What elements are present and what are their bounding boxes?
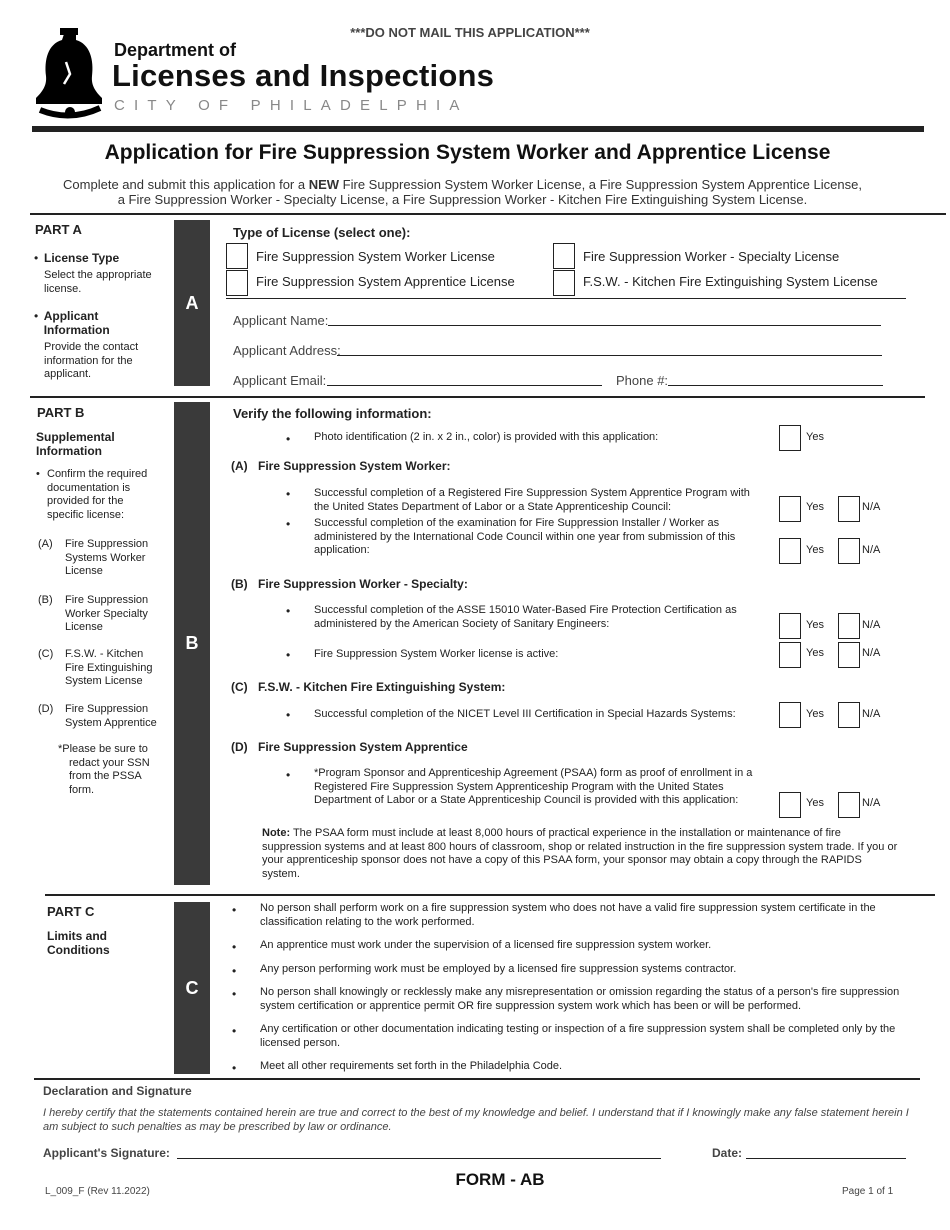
part-b-side-item-b: (B) Fire Suppression Worker Specialty License xyxy=(38,594,149,633)
sec-a2-yes-label: Yes xyxy=(806,544,824,556)
phone-field[interactable] xyxy=(668,372,883,386)
photo-id-text: Photo identification (2 in. x 2 in., color) is provided with this application: xyxy=(314,431,659,443)
sec-a1-na-label: N/A xyxy=(862,501,881,513)
checkbox-sec-a2-yes[interactable] xyxy=(779,538,801,564)
photo-yes-label: Yes xyxy=(806,431,824,443)
sec-d1-na-label: N/A xyxy=(862,797,881,809)
sec-b2-na-label: N/A xyxy=(862,647,881,659)
sec-a2-na-label: N/A xyxy=(862,544,881,556)
checkbox-sec-b1-na[interactable] xyxy=(838,613,860,639)
part-b-subheading: Supplemental Information xyxy=(36,430,115,458)
sec-c1-na-label: N/A xyxy=(862,708,881,720)
part-a-bottom-rule xyxy=(30,396,925,398)
part-b-confirm: • Confirm the required documentation is provided for the specific license: xyxy=(36,468,148,521)
header-rule xyxy=(32,126,924,132)
sec-a-item2: Successful completion of the examination for Fire Suppression Installer / Worker as administered by the International Code Council within one year from submission of this application: xyxy=(314,517,736,556)
sec-b1-na-label: N/A xyxy=(862,619,881,631)
declaration-title: Declaration and Signature xyxy=(43,1084,192,1098)
part-b-side-item-a: (A) Fire Suppression Systems Worker License xyxy=(38,538,149,577)
ssn-note: *Please be sure to redact your SSN from the PSSA form. xyxy=(58,743,150,796)
checkbox-sec-b2-yes[interactable] xyxy=(779,642,801,668)
checkbox-sec-b1-yes[interactable] xyxy=(779,613,801,639)
sec-b-item2: Fire Suppression System Worker license is active: xyxy=(314,648,559,660)
declaration-text: I hereby certify that the statements contained herein are true and correct to the best of my knowledge and belief. I understand that if I knowingly make any false statement herein I am subject to such penalties as may be prescribed by law or ordinance. xyxy=(43,1107,909,1133)
checkbox-sec-b2-na[interactable] xyxy=(838,642,860,668)
page-number: Page 1 of 1 xyxy=(842,1186,894,1197)
part-a-heading: PART A xyxy=(35,222,82,237)
form-code: L_009_F (Rev 11.2022) xyxy=(45,1186,150,1197)
checkbox-sec-a2-na[interactable] xyxy=(838,538,860,564)
do-not-mail-banner: ***DO NOT MAIL THIS APPLICATION*** xyxy=(350,25,590,40)
checkbox-sec-c1-yes[interactable] xyxy=(779,702,801,728)
sec-a-letter: (A) xyxy=(231,459,248,473)
verify-heading: Verify the following information: xyxy=(233,406,432,421)
applicant-address-label: Applicant Address: xyxy=(233,343,341,358)
signature-label: Applicant's Signature: xyxy=(43,1146,170,1160)
sec-c-letter: (C) xyxy=(231,680,248,694)
part-a-side-license-type: • License Type Select the appropriate license. xyxy=(34,251,152,295)
date-field[interactable] xyxy=(746,1145,906,1159)
psaa-note: Note: The PSAA form must include at least 8,000 hours of practical experience in the installation or maintenance of fire suppression systems and at least 800 hours of classroom, shop or related instruction in the fire suppression system trade. If you or your apprenticeship sponsor does not have a copy of this PSAA form, your sponsor may obtain a copy through the RAPIDS system. xyxy=(262,827,898,880)
signature-field[interactable] xyxy=(177,1145,661,1159)
sec-c1-yes-label: Yes xyxy=(806,708,824,720)
part-b-heading: PART B xyxy=(37,405,85,420)
part-b-bottom-rule xyxy=(45,894,935,896)
logo-licenses-inspections: Licenses and Inspections xyxy=(112,58,495,93)
sec-b2-yes-label: Yes xyxy=(806,647,824,659)
part-b-bar: B xyxy=(174,402,210,885)
checkbox-sec-a1-na[interactable] xyxy=(838,496,860,522)
sec-a-item1: Successful completion of a Registered Fire Suppression System Apprentice Program with the United States Department of Labor or a State Apprenticeship Council: xyxy=(314,487,750,513)
sec-a-title: Fire Suppression System Worker: xyxy=(258,459,451,473)
option-fsw-specialty: Fire Suppression Worker - Specialty License xyxy=(583,249,840,264)
part-c-subheading: Limits and Conditions xyxy=(47,929,110,957)
sec-a1-yes-label: Yes xyxy=(806,501,824,513)
condition-3: Any person performing work must be employed by a licensed fire suppression systems contractor. xyxy=(260,963,737,975)
part-c-heading: PART C xyxy=(47,904,95,919)
checkbox-fsw-kitchen[interactable] xyxy=(553,270,575,296)
sec-b-item1: Successful completion of the ASSE 15010 Water-Based Fire Protection Certification as administered by the American Society of Sanitary Engineers: xyxy=(314,604,737,630)
option-fss-apprentice: Fire Suppression System Apprentice License xyxy=(256,274,515,289)
form-ab-label: FORM - AB xyxy=(455,1170,545,1189)
condition-6: Meet all other requirements set forth in the Philadelphia Code. xyxy=(260,1060,563,1072)
option-fsw-kitchen: F.S.W. - Kitchen Fire Extinguishing System License xyxy=(583,274,878,289)
sec-b1-yes-label: Yes xyxy=(806,619,824,631)
checkbox-fsw-specialty[interactable] xyxy=(553,243,575,269)
applicant-address-field[interactable] xyxy=(337,342,882,356)
condition-1: No person shall perform work on a fire suppression system who does not have a valid fire suppression system certificate in the classification relating to the work performed. xyxy=(260,902,876,928)
checkbox-fss-apprentice[interactable] xyxy=(226,270,248,296)
date-label: Date: xyxy=(712,1146,743,1160)
condition-2: An apprentice must work under the supervision of a licensed fire suppression system worker. xyxy=(260,939,712,951)
sec-c-title: F.S.W. - Kitchen Fire Extinguishing System: xyxy=(258,680,506,694)
applicant-email-label: Applicant Email: xyxy=(233,373,327,388)
part-b-side-item-c: (C) F.S.W. - Kitchen Fire Extinguishing System License xyxy=(38,648,153,687)
checkbox-sec-a1-yes[interactable] xyxy=(779,496,801,522)
condition-5: Any certification or other documentation indicating testing or inspection of a fire suppression system shall be completed only by the licensed person. xyxy=(260,1023,896,1049)
condition-4: No person shall knowingly or recklessly make any misrepresentation or omission regarding the status of a person's fire suppression system certification or apprentice permit OR fire suppression system work which has been or will be performed. xyxy=(260,986,900,1012)
sec-d-letter: (D) xyxy=(231,740,248,754)
sec-d1-yes-label: Yes xyxy=(806,797,824,809)
sec-b-title: Fire Suppression Worker - Specialty: xyxy=(258,577,468,591)
checkbox-sec-d1-na[interactable] xyxy=(838,792,860,818)
sec-d-item1: *Program Sponsor and Apprenticeship Agreement (PSAA) form as proof of enrollment in a Registered Fire Suppression System Apprenticeship Program with the United States Department of Labor or a State Apprenticeship Council is provided with this application: xyxy=(314,767,753,806)
intro-text: Complete and submit this application for a NEW Fire Suppression System Worker License, a Fire Suppression System Apprentice License, a Fire Suppression Worker - Specialty License, a Fire Suppression Worker - Kitchen Fire Extinguishing System License. xyxy=(63,177,862,207)
part-a-side-applicant-info: • Applicant Information Provide the contact information for the applicant. xyxy=(34,309,139,380)
liberty-bell-logo-icon xyxy=(30,28,108,120)
checkbox-sec-d1-yes[interactable] xyxy=(779,792,801,818)
checkbox-photo-yes[interactable] xyxy=(779,425,801,451)
applicant-email-field[interactable] xyxy=(327,372,602,386)
part-c-bottom-rule xyxy=(34,1078,920,1080)
sec-b-letter: (B) xyxy=(231,577,248,591)
license-type-heading: Type of License (select one): xyxy=(233,225,411,240)
part-a-bar: A xyxy=(174,220,210,386)
sec-d-title: Fire Suppression System Apprentice xyxy=(258,740,468,754)
applicant-name-field[interactable] xyxy=(328,312,881,326)
part-c-bar: C xyxy=(174,902,210,1074)
phone-label: Phone #: xyxy=(616,373,669,388)
part-b-side-item-d: (D) Fire Suppression System Apprentice xyxy=(38,703,157,729)
logo-department: Department of xyxy=(114,40,237,60)
applicant-name-label: Applicant Name: xyxy=(233,313,329,328)
logo-city: CITY OF PHILADELPHIA xyxy=(114,97,469,114)
intro-rule xyxy=(30,213,946,215)
license-type-rule xyxy=(226,298,906,299)
option-fss-worker: Fire Suppression System Worker License xyxy=(256,249,495,264)
checkbox-sec-c1-na[interactable] xyxy=(838,702,860,728)
sec-c-item1: Successful completion of the NICET Level III Certification in Special Hazards Systems: xyxy=(314,708,736,720)
checkbox-fss-worker[interactable] xyxy=(226,243,248,269)
page-title: Application for Fire Suppression System Worker and Apprentice License xyxy=(104,141,831,164)
